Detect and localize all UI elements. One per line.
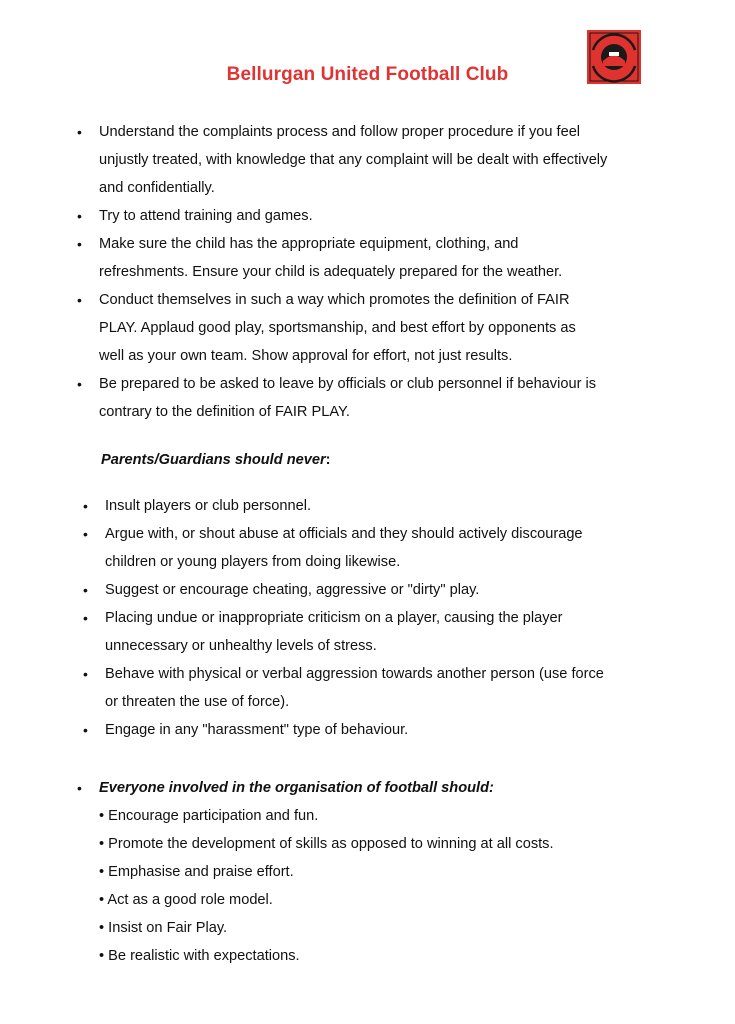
- everyone-item: • Emphasise and praise effort.: [99, 864, 294, 880]
- list-item: [83, 604, 675, 660]
- list-item: [83, 660, 675, 716]
- list-item-line: or threaten the use of force).: [105, 694, 290, 710]
- never-list: [83, 492, 675, 744]
- list-item-line: Insult players or club personnel.: [105, 498, 312, 514]
- bullet-icon: •: [77, 376, 82, 392]
- list-item-line: refreshments. Ensure your child is adequately prepared for the weather.: [99, 264, 563, 280]
- list-item-line: contrary to the definition of FAIR PLAY.: [99, 404, 350, 420]
- everyone-item: • Encourage participation and fun.: [99, 808, 319, 824]
- list-item: [83, 576, 675, 604]
- bullet-icon: •: [77, 236, 82, 252]
- list-item: [83, 716, 675, 744]
- list-item-line: Try to attend training and games.: [99, 208, 313, 224]
- list-item-line: Suggest or encourage cheating, aggressive or "dirty" play.: [105, 582, 480, 598]
- everyone-heading: Everyone involved in the organisation of football should:: [99, 780, 494, 796]
- everyone-item: • Promote the development of skills as opposed to winning at all costs.: [99, 836, 554, 852]
- bullet-icon: •: [83, 498, 88, 514]
- list-item: [77, 370, 679, 426]
- list-item-line: Understand the complaints process and follow proper procedure if you feel: [99, 124, 581, 140]
- list-item: [77, 118, 679, 202]
- list-item-line: and confidentially.: [99, 180, 215, 196]
- bullet-icon: •: [77, 292, 82, 308]
- bullet-icon: •: [83, 526, 88, 542]
- list-item-line: Be prepared to be asked to leave by officials or club personnel if behaviour is: [99, 376, 597, 392]
- bullet-icon: •: [83, 582, 88, 598]
- bullet-icon: •: [83, 610, 88, 626]
- list-item-line: well as your own team. Show approval for effort, not just results.: [99, 348, 513, 364]
- list-item: [77, 202, 679, 230]
- list-item-line: children or young players from doing likewise.: [105, 554, 401, 570]
- bullet-icon: •: [83, 722, 88, 738]
- list-item-line: Conduct themselves in such a way which promotes the definition of FAIR: [99, 292, 570, 308]
- club-crest-logo: [587, 30, 641, 84]
- bullet-icon: •: [83, 666, 88, 682]
- list-item: [83, 520, 675, 576]
- list-item-line: Placing undue or inappropriate criticism on a player, causing the player: [105, 610, 563, 626]
- list-item-line: unjustly treated, with knowledge that any complaint will be dealt with effectively: [99, 152, 608, 168]
- list-item: [77, 774, 679, 970]
- list-item-line: unnecessary or unhealthy levels of stress.: [105, 638, 377, 654]
- never-heading: Parents/Guardians should never:: [101, 452, 331, 468]
- everyone-list: [77, 774, 679, 970]
- list-item-line: Engage in any "harassment" type of behaviour.: [105, 722, 409, 738]
- page-title: Bellurgan United Football Club: [226, 64, 509, 85]
- list-item-line: PLAY. Applaud good play, sportsmanship, and best effort by opponents as: [99, 320, 576, 336]
- everyone-item: • Insist on Fair Play.: [99, 920, 228, 936]
- list-item: [77, 230, 679, 286]
- bullet-icon: •: [77, 208, 82, 224]
- list-item-line: Make sure the child has the appropriate equipment, clothing, and: [99, 236, 519, 252]
- list-item-line: Behave with physical or verbal aggression towards another person (use force: [105, 666, 604, 682]
- everyone-item: • Be realistic with expectations.: [99, 948, 300, 964]
- everyone-item: • Act as a good role model.: [99, 892, 273, 908]
- list-item-line: Argue with, or shout abuse at officials and they should actively discourage: [105, 526, 583, 542]
- fair-play-list: [77, 118, 679, 426]
- list-item: [77, 286, 679, 370]
- bullet-icon: •: [77, 124, 82, 140]
- bullet-icon: •: [77, 780, 82, 796]
- list-item: [83, 492, 675, 520]
